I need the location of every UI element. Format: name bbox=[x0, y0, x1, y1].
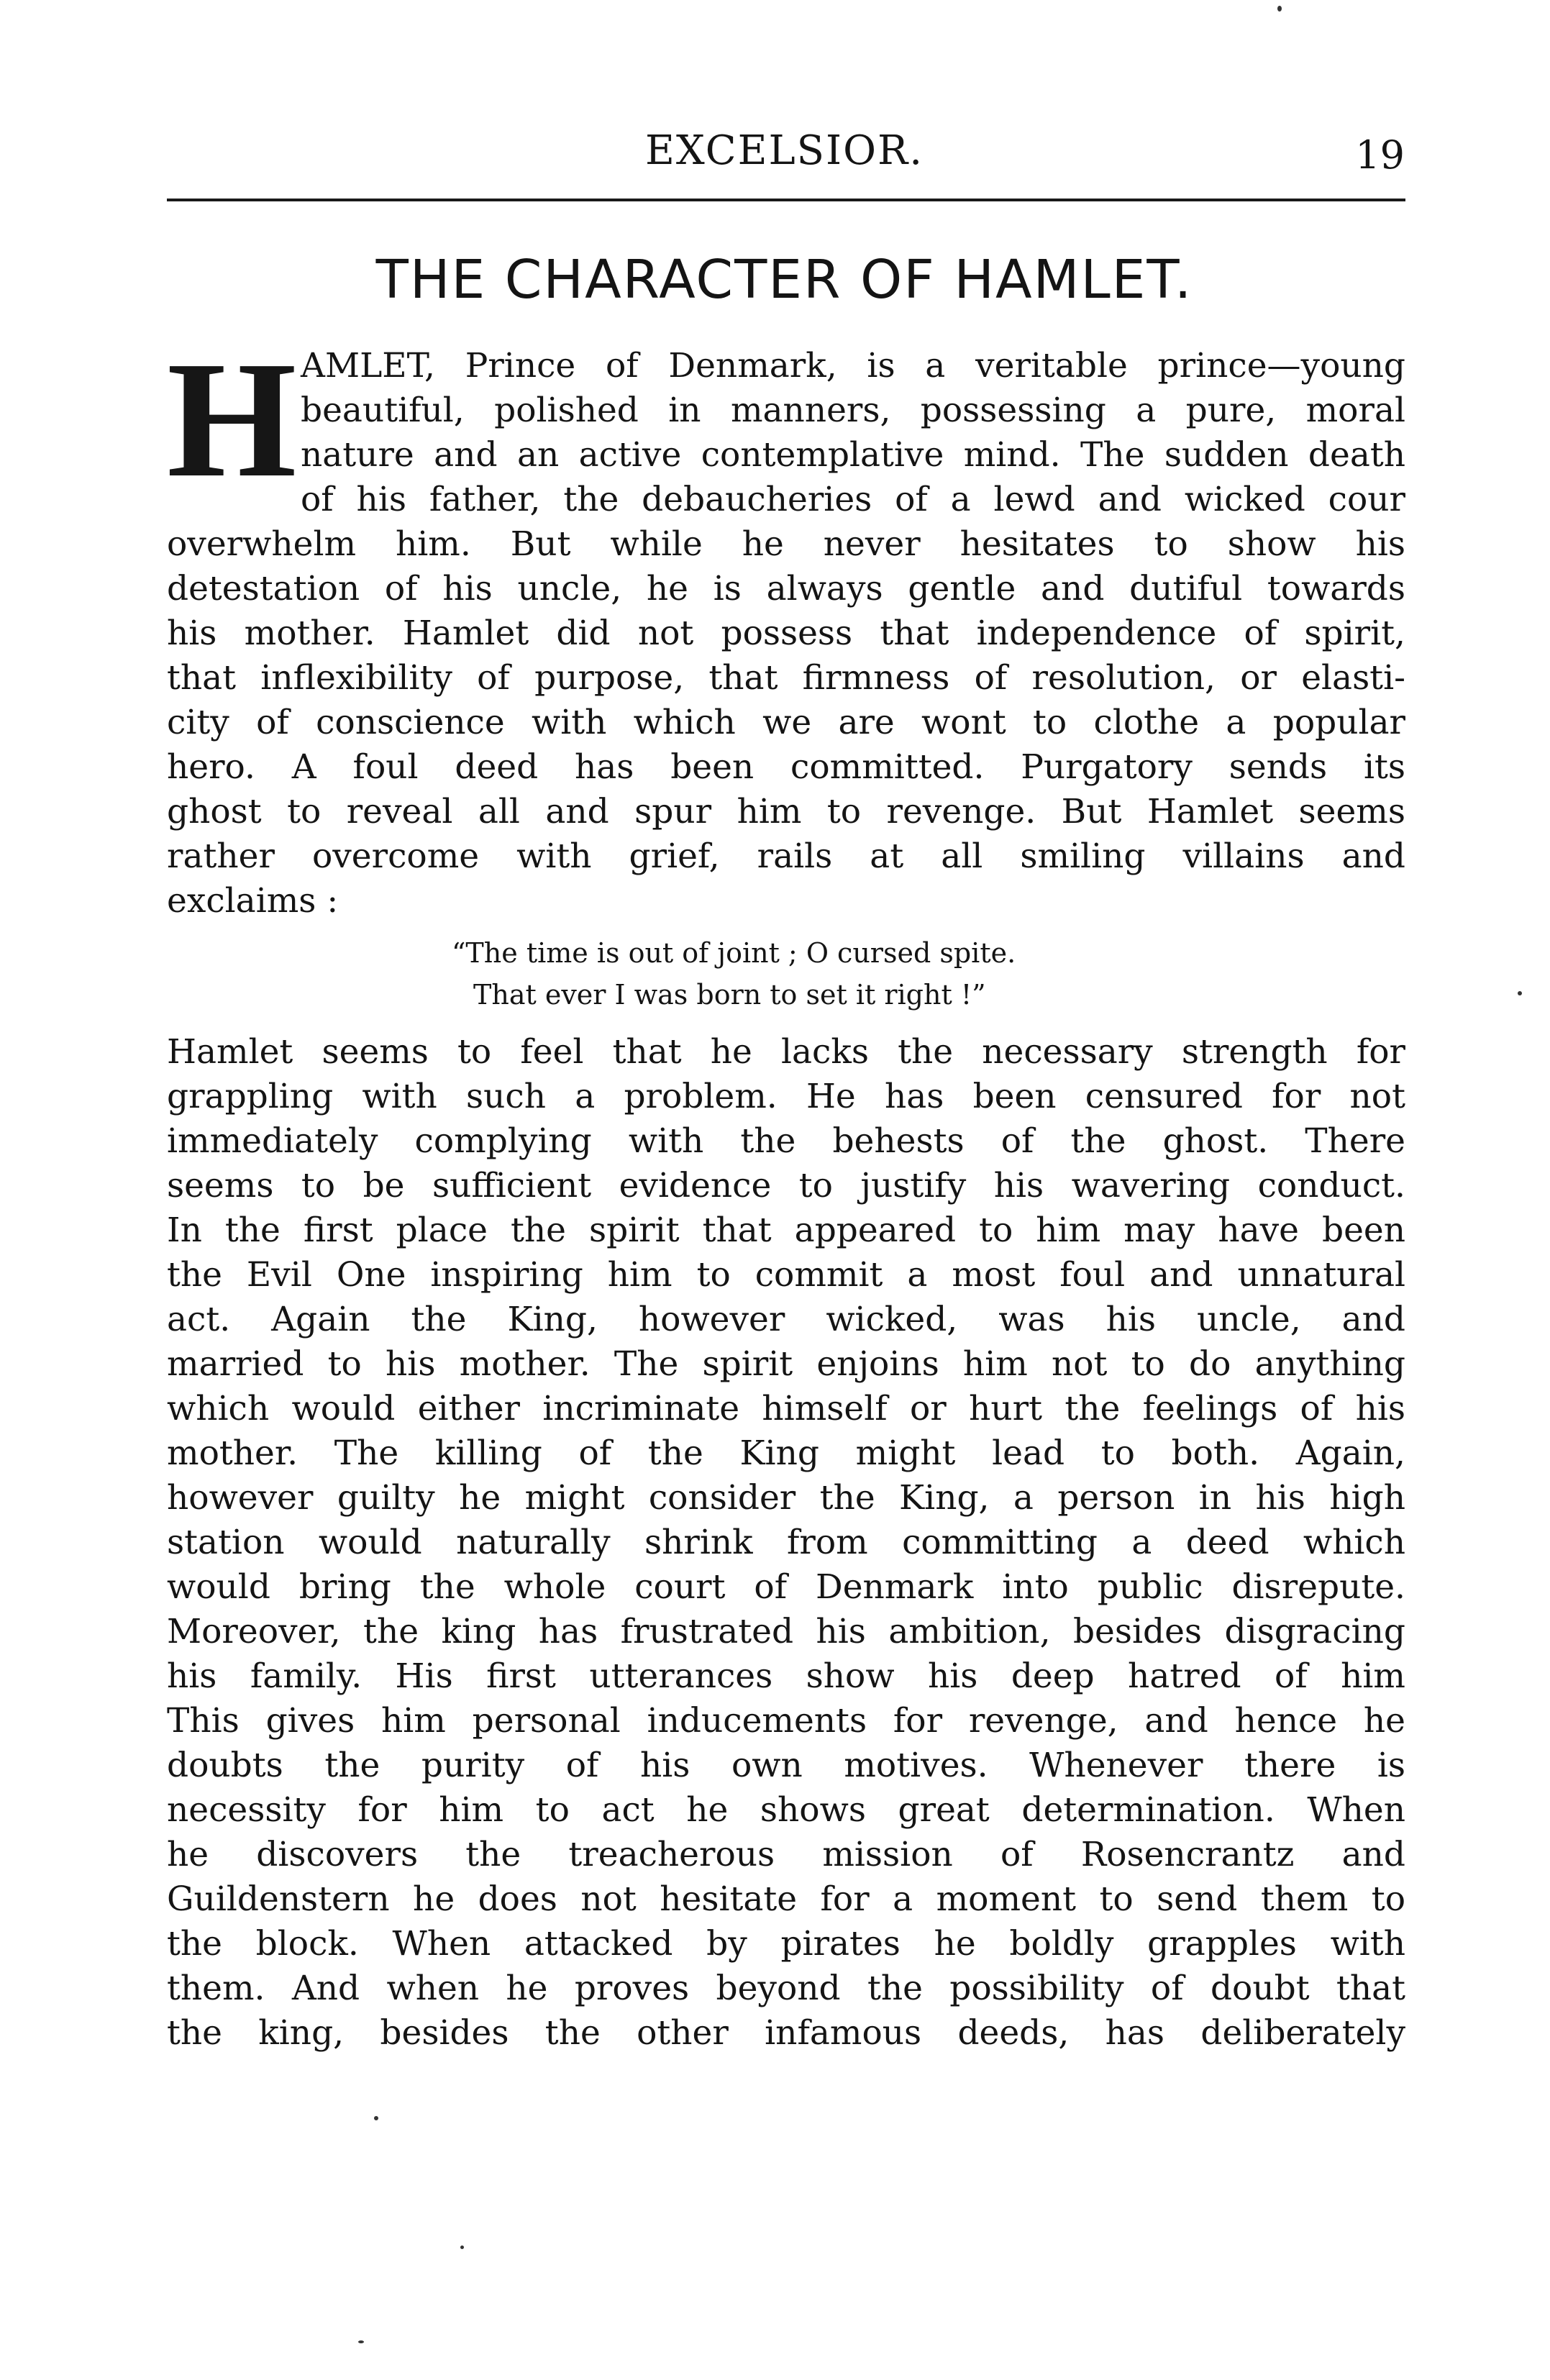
text-line: station would naturally shrink from committing a deed which bbox=[167, 1523, 1405, 1562]
print-speck bbox=[358, 2340, 364, 2343]
text-line: rather overcome with grief, rails at all smiling villains and bbox=[167, 836, 1405, 876]
print-speck bbox=[1518, 991, 1522, 995]
article-title: THE CHARACTER OF HAMLET. bbox=[375, 249, 1193, 311]
page-number: 19 bbox=[1355, 132, 1405, 178]
drop-cap: H bbox=[167, 327, 297, 512]
text-line: them. And when he proves beyond the possibility of doubt that bbox=[167, 1969, 1405, 2008]
text-line: the king, besides the other infamous deeds, has deliberately bbox=[167, 2013, 1405, 2053]
text-line: act. Again the King, however wicked, was his uncle, and bbox=[167, 1300, 1405, 1339]
running-head bbox=[164, 128, 1405, 186]
text-line: the Evil One inspiring him to commit a most foul and unnatural bbox=[167, 1255, 1405, 1295]
text-line: hero. A foul deed has been committed. Purgatory sends its bbox=[167, 747, 1405, 787]
text-line: ghost to reveal all and spur him to revenge. But Hamlet seems bbox=[167, 792, 1405, 831]
text-line: exclaims : bbox=[167, 881, 339, 921]
text-line: city of conscience with which we are wont to clothe a popular bbox=[167, 703, 1405, 742]
text-line: AMLET, Prince of Denmark, is a veritable prince—young bbox=[301, 346, 1405, 386]
text-line: of his father, the debaucheries of a lewd and wicked cour bbox=[301, 480, 1405, 519]
running-title: EXCELSIOR. bbox=[644, 127, 924, 174]
text-line: would bring the whole court of Denmark into public disrepute. bbox=[167, 1567, 1405, 1607]
quote-line: That ever I was born to set it right !” bbox=[473, 979, 986, 1011]
text-line: nature and an active contemplative mind. The sudden death bbox=[301, 435, 1405, 475]
text-line: detestation of his uncle, he is always gentle and dutiful towards bbox=[167, 569, 1405, 608]
text-line: In the first place the spirit that appeared to him may have been bbox=[167, 1210, 1405, 1250]
text-line: however guilty he might consider the King, a person in his high bbox=[167, 1478, 1405, 1518]
text-line: grappling with such a problem. He has been censured for not bbox=[167, 1077, 1405, 1116]
text-line: he discovers the treacherous mission of Rosencrantz and bbox=[167, 1835, 1405, 1874]
text-line: immediately complying with the behests of the ghost. There bbox=[167, 1121, 1405, 1161]
text-line: mother. The killing of the King might lead to both. Again, bbox=[167, 1433, 1405, 1473]
text-line: Guildenstern he does not hesitate for a moment to send them to bbox=[167, 1879, 1405, 1919]
text-line: doubts the purity of his own motives. Whenever there is bbox=[167, 1746, 1405, 1785]
header-rule bbox=[167, 199, 1405, 201]
print-speck bbox=[374, 2116, 378, 2120]
quote-line: “The time is out of joint ; O cursed spite. bbox=[452, 937, 1016, 969]
text-line: the block. When attacked by pirates he boldly grapples with bbox=[167, 1924, 1405, 1964]
text-line: married to his mother. The spirit enjoins him not to do anything bbox=[167, 1344, 1405, 1384]
text-line: This gives him personal inducements for revenge, and hence he bbox=[167, 1701, 1405, 1741]
text-line: Hamlet seems to feel that he lacks the necessary strength for bbox=[167, 1032, 1405, 1072]
text-line: overwhelm him. But while he never hesitates to show his bbox=[167, 524, 1405, 564]
text-line: Moreover, the king has frustrated his ambition, besides disgracing bbox=[167, 1612, 1405, 1651]
text-line: seems to be sufficient evidence to justify his wavering conduct. bbox=[167, 1166, 1405, 1205]
print-speck bbox=[1277, 6, 1282, 12]
text-line: that inflexibility of purpose, that firmness of resolution, or elasti- bbox=[167, 658, 1405, 698]
text-line: his mother. Hamlet did not possess that independence of spirit, bbox=[167, 614, 1405, 653]
text-line: necessity for him to act he shows great determination. When bbox=[167, 1790, 1405, 1830]
text-line: his family. His first utterances show his deep hatred of him bbox=[167, 1656, 1405, 1696]
print-speck bbox=[460, 2246, 464, 2249]
text-line: beautiful, polished in manners, possessing a pure, moral bbox=[301, 391, 1405, 430]
text-line: which would either incriminate himself or hurt the feelings of his bbox=[167, 1389, 1405, 1428]
